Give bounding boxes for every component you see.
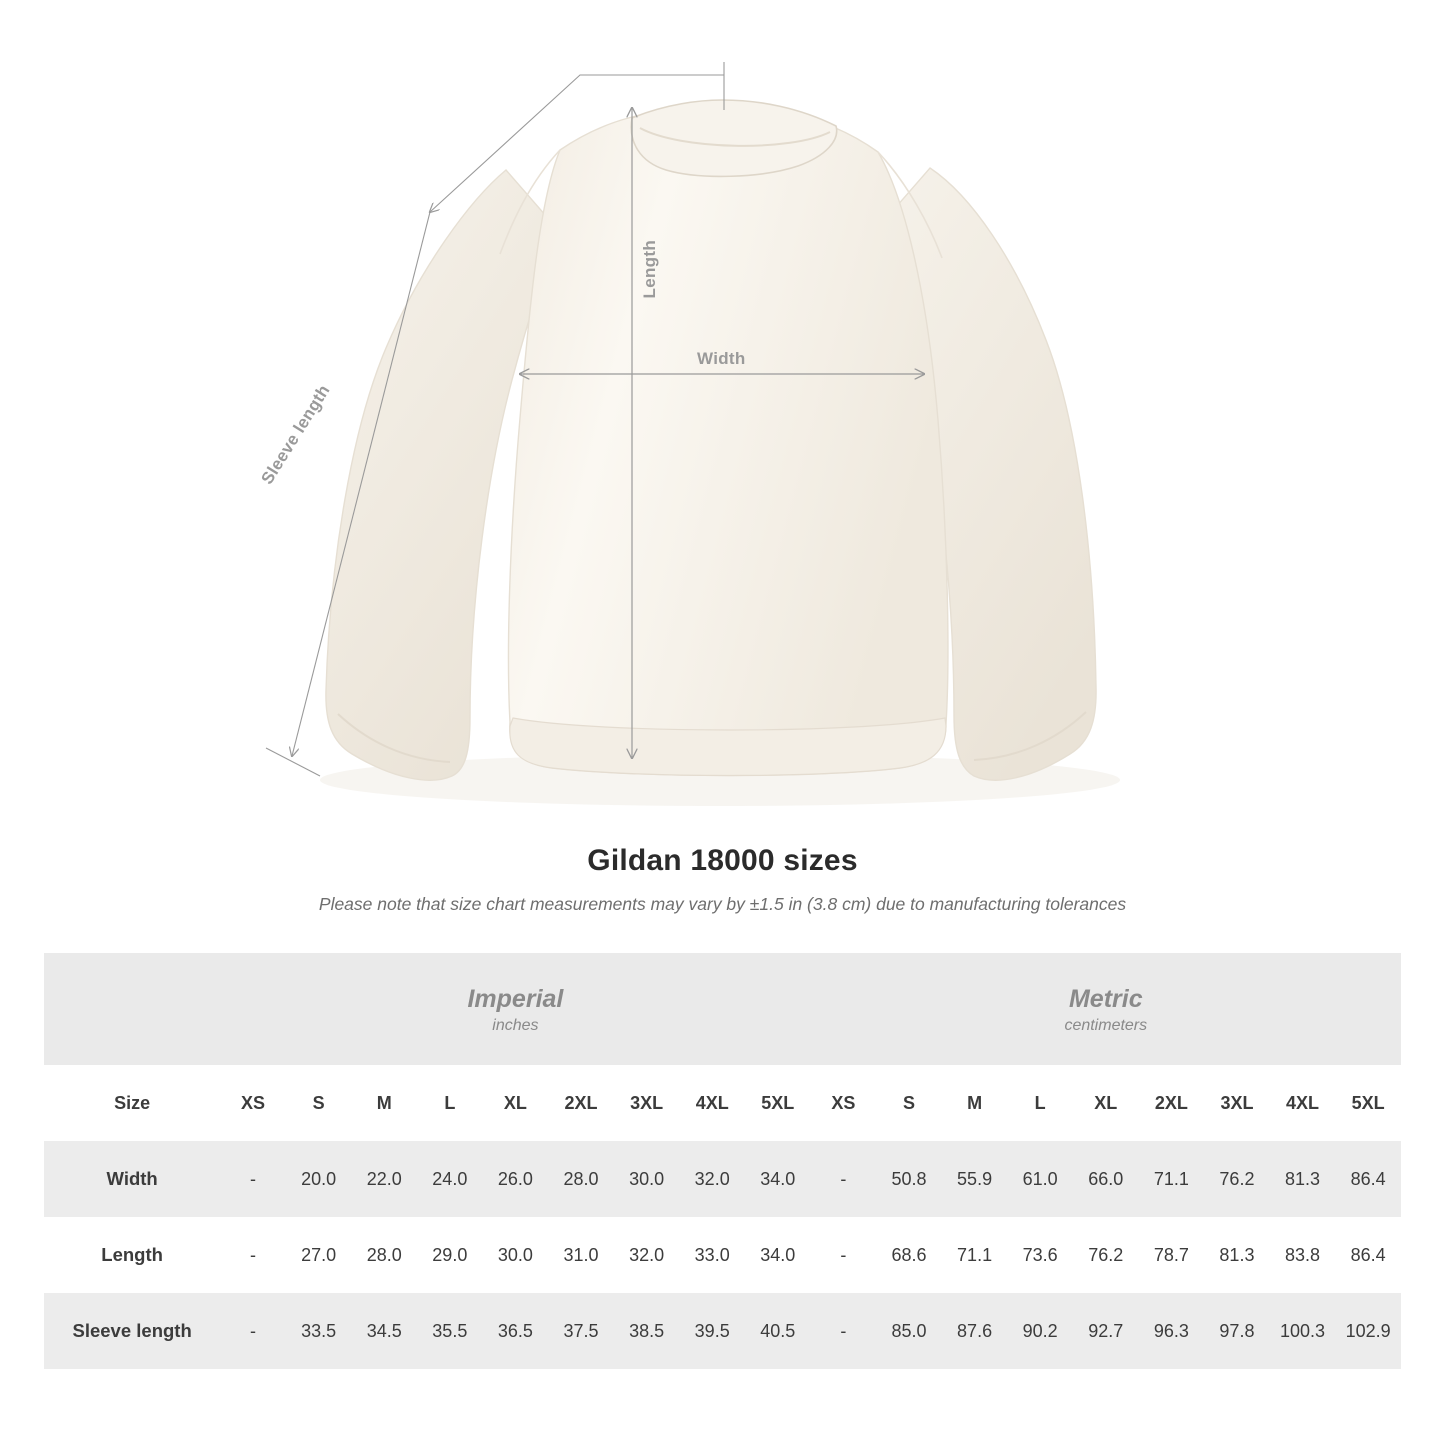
cell-width-s-cm: 50.8	[891, 1168, 927, 1189]
cell-width-2xl-cm: 71.1	[1153, 1168, 1189, 1189]
cell-sleeve-3xl-cm: 97.8	[1219, 1320, 1255, 1341]
size-col-2xl-imperial: 2XL	[564, 1092, 598, 1113]
cell-width-xl-cm: 66.0	[1088, 1168, 1124, 1189]
table-row	[44, 1293, 1401, 1369]
width-label: Width	[697, 349, 746, 368]
size-col-xl-imperial: XL	[503, 1092, 527, 1113]
cell-width-3xl-cm: 76.2	[1219, 1168, 1255, 1189]
cell-length-2xl-cm: 78.7	[1153, 1244, 1189, 1265]
cell-width-xl-in: 26.0	[497, 1168, 533, 1189]
size-col-m-imperial: M	[376, 1092, 392, 1113]
cell-sleeve-xl-in: 36.5	[497, 1320, 533, 1341]
cell-length-m-cm: 71.1	[957, 1244, 993, 1265]
cell-length-3xl-in: 32.0	[629, 1244, 665, 1265]
size-col-5xl-imperial: 5XL	[761, 1092, 795, 1113]
cell-width-m-in: 22.0	[366, 1168, 402, 1189]
cell-width-s-in: 20.0	[301, 1168, 337, 1189]
size-col-3xl-imperial: 3XL	[630, 1092, 664, 1113]
cell-sleeve-xs-cm: -	[840, 1320, 847, 1341]
cell-sleeve-4xl-in: 39.5	[694, 1320, 730, 1341]
cell-length-xs-in: -	[250, 1244, 257, 1265]
cell-sleeve-2xl-cm: 96.3	[1153, 1320, 1189, 1341]
cell-length-s-cm: 68.6	[891, 1244, 927, 1265]
cell-width-xs-in: -	[250, 1168, 257, 1189]
cell-sleeve-m-in: 34.5	[366, 1320, 402, 1341]
cell-width-l-cm: 61.0	[1022, 1168, 1058, 1189]
cell-sleeve-m-cm: 87.6	[957, 1320, 993, 1341]
cell-width-5xl-in: 34.0	[760, 1168, 796, 1189]
cell-length-l-cm: 73.6	[1022, 1244, 1058, 1265]
cell-length-s-in: 27.0	[301, 1244, 337, 1265]
cell-length-5xl-in: 34.0	[760, 1244, 796, 1265]
cell-sleeve-xl-cm: 92.7	[1088, 1320, 1124, 1341]
cell-length-xs-cm: -	[840, 1244, 847, 1265]
imperial-sublabel: inches	[492, 1016, 539, 1034]
size-header-row	[44, 1065, 1401, 1141]
cell-length-3xl-cm: 81.3	[1219, 1244, 1255, 1265]
size-col-l-metric: L	[1034, 1092, 1046, 1113]
size-col-l-imperial: L	[444, 1092, 456, 1113]
cell-width-4xl-cm: 81.3	[1285, 1168, 1321, 1189]
cell-width-5xl-cm: 86.4	[1350, 1168, 1386, 1189]
imperial-label: Imperial	[467, 985, 564, 1014]
cell-length-l-in: 29.0	[432, 1244, 468, 1265]
cell-length-xl-in: 30.0	[497, 1244, 533, 1265]
cell-width-xs-cm: -	[840, 1168, 847, 1189]
size-col-s-imperial: S	[312, 1092, 325, 1113]
metric-sublabel: centimeters	[1064, 1016, 1148, 1034]
cell-sleeve-5xl-cm: 102.9	[1345, 1320, 1391, 1341]
row-label-sleeve-length: Sleeve length	[72, 1320, 192, 1341]
cell-width-4xl-in: 32.0	[694, 1168, 730, 1189]
cell-sleeve-5xl-in: 40.5	[760, 1320, 796, 1341]
cell-width-3xl-in: 30.0	[629, 1168, 665, 1189]
cell-sleeve-l-cm: 90.2	[1022, 1320, 1058, 1341]
unit-header-spacer	[44, 953, 220, 1065]
cell-length-4xl-cm: 83.8	[1285, 1244, 1321, 1265]
table-row	[44, 1217, 1401, 1293]
cell-length-xl-cm: 76.2	[1088, 1244, 1124, 1265]
tolerance-note: Please note that size chart measurements may vary by ±1.5 in (3.8 cm) due to manufacturing tolerances	[318, 894, 1127, 914]
page-title: Gildan 18000 sizes	[587, 844, 858, 877]
cell-length-m-in: 28.0	[366, 1244, 402, 1265]
length-label: Length	[640, 240, 659, 299]
cell-length-2xl-in: 31.0	[563, 1244, 599, 1265]
size-header-cell: Size	[114, 1092, 151, 1113]
cell-sleeve-4xl-cm: 100.3	[1280, 1320, 1326, 1341]
cell-width-m-cm: 55.9	[957, 1168, 993, 1189]
table-row	[44, 1141, 1401, 1217]
cell-sleeve-l-in: 35.5	[432, 1320, 468, 1341]
sleeve-length-label: Sleeve length	[257, 381, 334, 488]
size-col-xs-metric: XS	[831, 1092, 856, 1113]
size-col-4xl-imperial: 4XL	[695, 1092, 729, 1113]
size-col-xl-metric: XL	[1094, 1092, 1118, 1113]
metric-label: Metric	[1068, 985, 1143, 1014]
cell-sleeve-s-cm: 85.0	[891, 1320, 927, 1341]
cell-width-2xl-in: 28.0	[563, 1168, 599, 1189]
size-col-2xl-metric: 2XL	[1154, 1092, 1188, 1113]
size-col-m-metric: M	[967, 1092, 983, 1113]
cell-sleeve-2xl-in: 37.5	[563, 1320, 599, 1341]
cell-length-4xl-in: 33.0	[694, 1244, 730, 1265]
size-col-s-metric: S	[902, 1092, 915, 1113]
size-col-3xl-metric: 3XL	[1220, 1092, 1254, 1113]
cell-sleeve-s-in: 33.5	[301, 1320, 337, 1341]
cell-length-5xl-cm: 86.4	[1350, 1244, 1386, 1265]
size-col-xs-imperial: XS	[241, 1092, 266, 1113]
cell-sleeve-3xl-in: 38.5	[629, 1320, 665, 1341]
cell-width-l-in: 24.0	[432, 1168, 468, 1189]
metric-header	[811, 953, 1401, 1065]
sweatshirt-body	[508, 108, 947, 776]
size-col-4xl-metric: 4XL	[1286, 1092, 1320, 1113]
imperial-header	[220, 953, 810, 1065]
unit-header-row	[44, 953, 1401, 1065]
cell-sleeve-xs-in: -	[250, 1320, 257, 1341]
size-col-5xl-metric: 5XL	[1351, 1092, 1385, 1113]
size-chart-table	[44, 953, 1401, 1369]
row-label-length: Length	[101, 1244, 163, 1265]
row-label-width: Width	[106, 1168, 158, 1189]
